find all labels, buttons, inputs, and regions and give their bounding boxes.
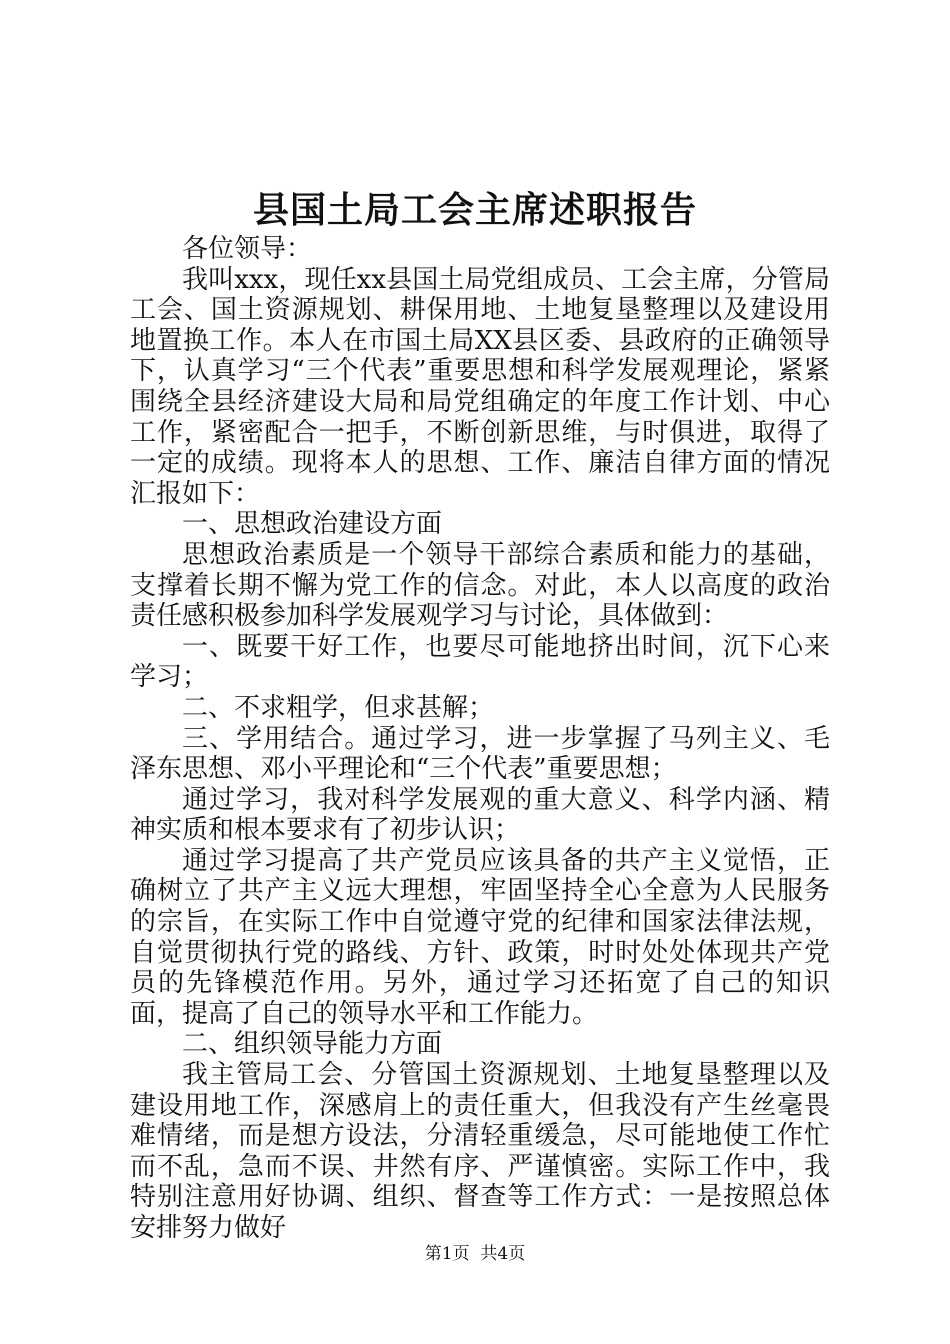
page-footer (0, 1243, 950, 1265)
page-number: 第1页 (424, 1244, 470, 1264)
list-item-study-time: 一、既要干好工作，也要尽可能地挤出时间，沉下心来学习； (130, 631, 830, 693)
document-title: 县国土局工会主席述职报告 (252, 189, 697, 231)
paragraph-political-quality: 思想政治素质是一个领导干部综合素质和能力的基础，支撑着长期不懈为党工作的信念。对此，本人以高度的政治责任感积极参加科学发展观学习与讨论，具体做到： (130, 539, 830, 632)
list-item-study-application: 三、学用结合。通过学习，进一步掌握了马列主义、毛泽东思想、邓小平理论和“三个代表”重要思想； (130, 723, 830, 785)
paragraph-study-results: 通过学习提高了共产党员应该具备的共产主义觉悟，正确树立了共产主义远大理想，牢固坚持全心全意为人民服务的宗旨，在实际工作中自觉遵守党的纪律和国家法律法规，自觉贯彻执行党的路线、方针、政策，时时处处体现共产党员的先锋模范作用。另外，通过学习还拓宽了自己的知识面，提高了自己的领导水平和工作能力。 (130, 845, 830, 1029)
paragraph-introduction: 我叫xxx，现任xx县国土局党组成员、工会主席，分管局工会、国土资源规划、耕保用地、土地复垦整理以及建设用地置换工作。本人在市国土局XX县区委、县政府的正确领导下，认真学习“三个代表”重要思想和科学发展观理论，紧紧围绕全县经济建设大局和局党组确定的年度工作计划、中心工作，紧密配合一把手，不断创新思维，与时俱进，取得了一定的成绩。现将本人的思想、工作、廉洁自律方面的情况汇报如下： (130, 264, 830, 509)
paragraph-leadership-work: 我主管局工会、分管国土资源规划、土地复垦整理以及建设用地工作，深感肩上的责任重大，但我没有产生丝毫畏难情绪，而是想方设法，分清轻重缓急，尽可能地使工作忙而不乱，急而不误、井然有序、严谨慎密。实际工作中，我特别注意用好协调、组织、督查等工作方式：一是按照总体安排努力做好 (130, 1060, 830, 1243)
section-heading-political: 一、思想政治建设方面 (182, 509, 443, 540)
page-total: 共4页 (480, 1244, 526, 1264)
section-heading-leadership: 二、组织领导能力方面 (182, 1029, 443, 1060)
paragraph-salutation: 各位领导： (182, 234, 313, 264)
document-body (130, 234, 830, 1244)
paragraph-study-understanding: 通过学习，我对科学发展观的重大意义、科学内涵、精神实质和根本要求有了初步认识； (130, 784, 830, 846)
list-item-study-depth: 二、不求粗学，但求甚解； (182, 692, 495, 723)
